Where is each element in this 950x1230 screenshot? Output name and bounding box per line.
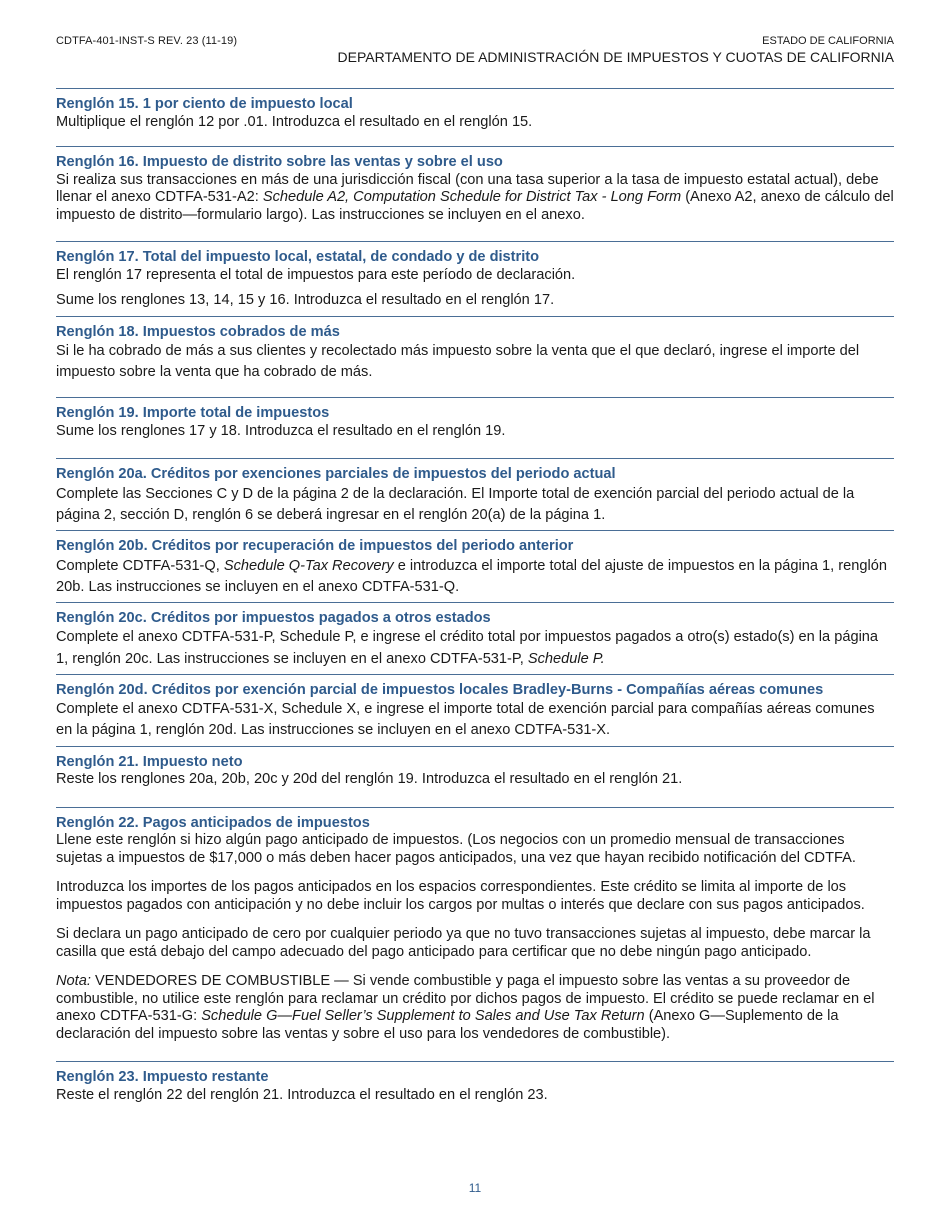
note-label: Nota: [56,973,91,990]
schedule-g-title: Schedule G—Fuel Seller’s Supplement to Sales and Use Tax Return [201,1008,645,1025]
paragraph [56,172,894,225]
paragraph: Multiplique el renglón 12 por .01. Introduzca el resultado en el renglón 15. [56,113,533,130]
section-line-21 [56,746,894,789]
paragraph: Complete el anexo CDTFA-531-X, Schedule X, e ingrese el importe total de exención parcial para compañías aéreas comunes en la página 1, renglón 20d. Las instrucciones se incluyen en el anexo CDTFA-531-X. [56,701,875,739]
paragraph: Reste los renglones 20a, 20b, 20c y 20d del renglón 19. Introduzca el resultado en el renglón 21. [56,771,683,788]
paragraph [56,556,894,598]
text: VENDEDORES DE COMBUSTIBLE — Si vende combustible y paga el impuesto sobre las ventas a su proveedor de combustible, no utilice este renglón para reclamar un crédito por dichos pagos de impuesto. El crédito se puede reclamar en el anexo CDTFA-531-G: [56,973,875,1025]
page-header [338,35,894,65]
section-line-23 [56,1061,894,1104]
page-number: 11 [468,1181,482,1195]
paragraph: Complete las Secciones C y D de la página 2 de la declaración. El Importe total de exención parcial del periodo actual de la página 2, sección D, renglón 6 se deberá ingresar en el renglón 20(a) de la página 1. [56,485,855,523]
schedule-a2-title: Schedule A2, Computation Schedule for District Tax - Long Form [262,189,682,205]
paragraph [56,627,894,669]
section-title: Renglón 16. Impuesto de distrito sobre las ventas y sobre el uso [56,154,503,170]
paragraph: Si declara un pago anticipado de cero por cualquier periodo ya que no tuvo transacciones sujetas al impuesto, debe marcar la casilla que está debajo del campo adecuado del pago anticipado para certificar que no debe ningún pago anticipado. [56,926,871,960]
section-title: Renglón 17. Total del impuesto local, estatal, de condado y de distrito [56,249,540,265]
department-name: DEPARTAMENTO DE ADMINISTRACIÓN DE IMPUESTOS Y CUOTAS DE CALIFORNIA [337,49,894,65]
schedule-q-title: Schedule Q-Tax Recovery [223,557,394,574]
section-line-20c [56,602,894,670]
paragraph [56,973,894,1043]
paragraph: Sume los renglones 17 y 18. Introduzca el resultado en el renglón 19. [56,422,506,439]
section-title: Renglón 18. Impuestos cobrados de más [56,323,340,340]
paragraph: Introduzca los importes de los pagos anticipados en los espacios correspondientes. Este crédito se limita al importe de los impuestos pagados con anticipación y no debe incluir los cargos por multas o interés que declare con sus pagos anticipados. [56,879,865,913]
text: e introduzca el importe total del ajuste de impuestos en la página 1, renglón 20b. Las instrucciones se incluyen en el anexo CDTFA-531-Q. [56,557,887,595]
section-title: Renglón 20a. Créditos por exenciones parciales de impuestos del periodo actual [56,466,616,483]
section-line-17 [56,241,894,310]
section-title: Renglón 19. Importe total de impuestos [56,405,330,422]
section-line-15 [56,88,894,131]
text: Complete CDTFA-531-Q, [56,557,224,574]
document-body [56,88,894,1104]
state-name: ESTADO DE CALIFORNIA [762,35,894,47]
section-title: Renglón 20c. Créditos por impuestos pagados a otros estados [56,609,491,626]
section-title: Renglón 22. Pagos anticipados de impuestos [56,814,370,831]
section-line-20b [56,530,894,598]
text: Si realiza sus transacciones en más de una jurisdicción fiscal (con una tasa superior a la tasa de impuesto estatal actual), debe llenar el anexo CDTFA-531-A2: [56,171,879,205]
section-title: Renglón 20b. Créditos por recuperación de impuestos del periodo anterior [56,538,574,555]
section-title: Renglón 20d. Créditos por exención parcial de impuestos locales Bradley-Burns - Compañías aéreas comunes [56,681,824,698]
paragraph: Si le ha cobrado de más a sus clientes y recolectado más impuesto sobre la venta que el que declaró, ingrese el importe del impuesto sobre la venta que ha cobrado de más. [56,343,860,381]
text: (Anexo A2, anexo de cálculo del impuesto de distrito—formulario largo). Las instrucciones se incluyen en el anexo. [56,189,894,223]
section-line-18 [56,316,894,384]
section-line-16 [56,146,894,224]
section-title: Renglón 23. Impuesto restante [56,1069,269,1086]
section-title: Renglón 15. 1 por ciento de impuesto local [56,96,353,112]
text: (Anexo G—Suplemento de la declaración del impuesto sobre las ventas y sobre el uso para los vendedores de combustible). [56,1008,839,1042]
paragraph: Reste el renglón 22 del renglón 21. Introduzca el resultado en el renglón 23. [56,1086,548,1103]
section-line-22 [56,807,894,1044]
section-line-19 [56,397,894,440]
text: Complete el anexo CDTFA-531-P, Schedule P, e ingrese el crédito total por impuestos pagados a otro(s) estado(s) en la página 1, renglón 20c. Las instrucciones se incluyen en el anexo CDTFA-531-P, [56,629,879,667]
paragraph: Llene este renglón si hizo algún pago anticipado de impuestos. (Los negocios con un promedio mensual de transacciones sujetas a impuestos de $17,000 o más deben hacer pagos anticipados, una vez que hayan recibido notificación del CDTFA. [56,832,856,866]
section-line-20d [56,674,894,742]
schedule-p-title: Schedule P. [527,650,605,667]
section-line-20a [56,458,894,526]
paragraph: El renglón 17 representa el total de impuestos para este período de declaración. [56,266,576,283]
section-title: Renglón 21. Impuesto neto [56,753,243,770]
paragraph: Sume los renglones 13, 14, 15 y 16. Introduzca el resultado en el renglón 17. [56,292,555,308]
form-id: CDTFA-401-INST-S REV. 23 (11-19) [56,35,238,47]
